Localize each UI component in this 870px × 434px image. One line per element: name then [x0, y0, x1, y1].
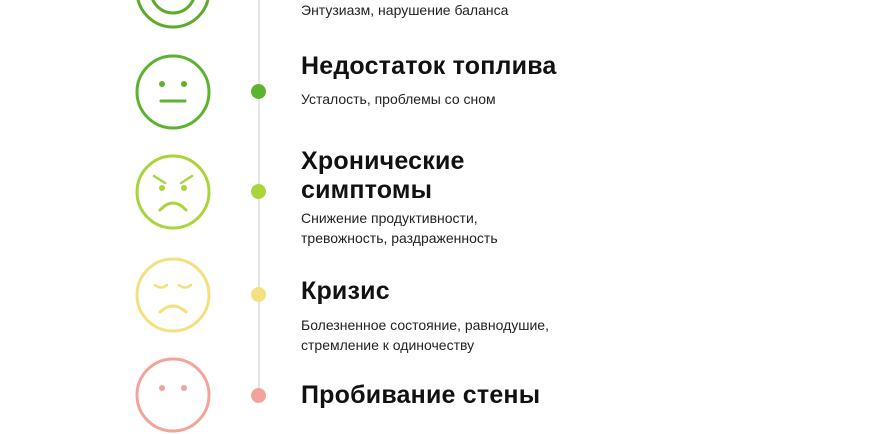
stage-fuel-shortage-description: Усталость, проблемы со сном	[301, 91, 496, 107]
sad-face-icon	[134, 256, 212, 334]
timeline-dot-hitting-the-wall	[251, 388, 266, 403]
timeline-dot-fuel-shortage	[251, 84, 266, 99]
stage-chronic-symptoms-description: Снижение продуктивности, тревожность, раздраженность	[301, 210, 498, 246]
timeline-dot-crisis	[251, 287, 266, 302]
timeline-dot-chronic-symptoms	[251, 184, 266, 199]
timeline-line	[258, 0, 260, 400]
stage-chronic-symptoms-title: Хронические симптомы	[301, 147, 465, 204]
stage-crisis-description: Болезненное состояние, равнодушие, стремление к одиночеству	[301, 317, 549, 353]
stage-hitting-the-wall-title: Пробивание стены	[301, 381, 541, 409]
neutral-face-icon	[134, 53, 212, 131]
stage-fuel-shortage-title: Недостаток топлива	[301, 52, 557, 80]
stage-enthusiasm-description: Энтузиазм, нарушение баланса	[301, 2, 509, 18]
angry-face-icon	[134, 153, 212, 231]
stage-crisis-title: Кризис	[301, 277, 390, 305]
distressed-face-icon	[134, 356, 212, 434]
smiling-face-icon	[134, 0, 212, 30]
